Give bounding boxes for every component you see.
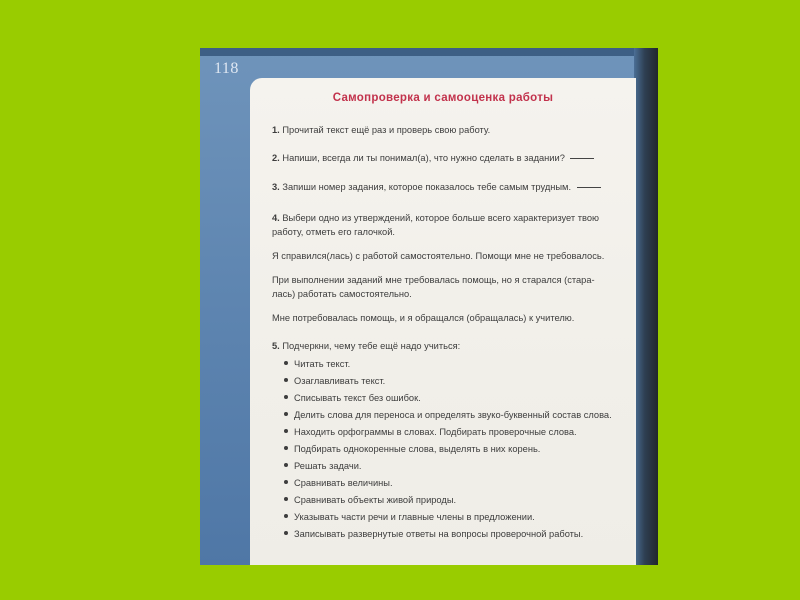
bullet-icon — [284, 395, 288, 399]
task-3-text: Запиши номер задания, которое показалось тебе самым трудным. — [282, 182, 572, 192]
task-5-text: Подчеркни, чему тебе ещё надо учиться: — [282, 341, 461, 351]
statement-3: Мне потребовалась помощь, и я обращался (обращалась) к учителю. — [272, 313, 575, 323]
task-1-text: Прочитай текст ещё раз и проверь свою работу. — [282, 125, 491, 135]
bullet-icon — [284, 531, 288, 535]
skill-item: Записывать развернутые ответы на вопросы проверочной работы. — [284, 528, 614, 541]
task-1 — [272, 124, 624, 137]
statement-2-line-1: При выполнении заданий мне требовалась помощь, но я старался (стара- — [272, 275, 595, 285]
textbook-page-photo — [200, 48, 658, 565]
skill-item: Списывать текст без ошибок. — [284, 392, 614, 405]
bullet-icon — [284, 361, 288, 365]
skill-item: Озаглавливать текст. — [284, 375, 614, 388]
statement-2-line-2: лась) работать самостоятельно. — [272, 289, 412, 299]
task-2 — [272, 152, 624, 165]
task-1-number: 1. — [272, 125, 280, 135]
statement-1: Я справился(лась) с работой самостоятельно. Помощи мне не требовалось. — [272, 251, 605, 261]
bullet-icon — [284, 463, 288, 467]
task-4-line-1 — [272, 212, 624, 225]
task-2-number: 2. — [272, 153, 280, 163]
task-5 — [272, 340, 624, 353]
task-4-text: Выбери одно из утверждений, которое больше всего характеризует твою — [282, 213, 599, 223]
task-2-text: Напиши, всегда ли ты понимал(а), что нужно сделать в задании? — [282, 153, 565, 163]
skill-item: Сравнивать объекты живой природы. — [284, 494, 614, 507]
worksheet-page — [250, 78, 636, 565]
skill-item: Сравнивать величины. — [284, 477, 614, 490]
bullet-icon — [284, 429, 288, 433]
page-heading: Самопроверка и самооценка работы — [332, 92, 554, 104]
bullet-icon — [284, 378, 288, 382]
bullet-icon — [284, 514, 288, 518]
skill-item: Подбирать однокоренные слова, выделять в них корень. — [284, 443, 614, 456]
skill-item: Делить слова для переноса и определять звуко-буквенный состав слова. — [284, 409, 614, 422]
task-3-number: 3. — [272, 182, 280, 192]
skill-item: Решать задачи. — [284, 460, 614, 473]
bullet-icon — [284, 446, 288, 450]
task-2-answer-blank — [570, 158, 594, 159]
bullet-icon — [284, 497, 288, 501]
bullet-icon — [284, 480, 288, 484]
bullet-icon — [284, 412, 288, 416]
task-3-answer-blank — [577, 187, 601, 188]
task-5-number: 5. — [272, 341, 280, 351]
photo-top-strip — [200, 48, 658, 56]
skill-item: Указывать части речи и главные члены в предложении. — [284, 511, 614, 524]
skill-item: Читать текст. — [284, 358, 614, 371]
task-4-line-2: работу, отметь его галочкой. — [272, 227, 395, 237]
task-3 — [272, 181, 624, 194]
book-spine-edge — [634, 48, 658, 565]
task-4-number: 4. — [272, 213, 280, 223]
skill-item: Находить орфограммы в словах. Подбирать проверочные слова. — [284, 426, 614, 439]
page-number: 118 — [214, 60, 239, 77]
